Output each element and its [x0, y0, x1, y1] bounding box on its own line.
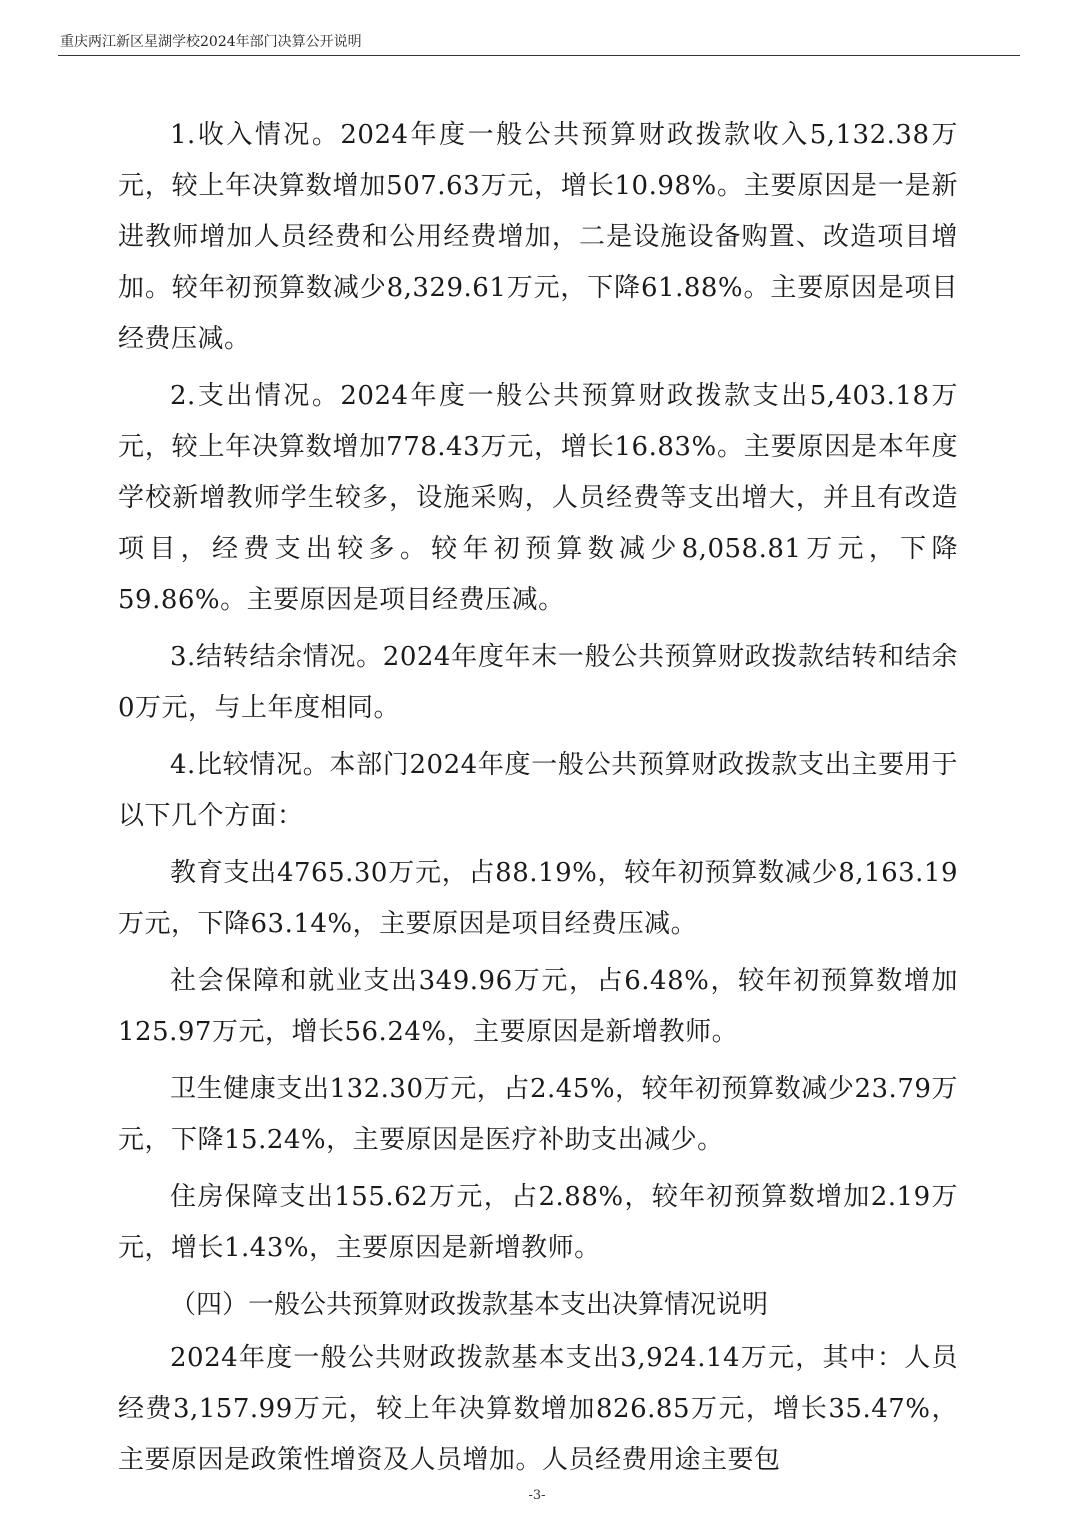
paragraph-expenditure: 2.支出情况。2024年度一般公共预算财政拨款支出5,403.18万元，较上年决算数增加778.43万元，增长16.83%。主要原因是本年度学校新增教师学生较多，设施采购，人员经费等支出增大，并且有改造项目，经费支出较多。较年初预算数减少8,058.81万元，下降59.86%。主要原因是项目经费压减。 [118, 381, 958, 615]
paragraph-carryover: 3.结转结余情况。2024年度年末一般公共预算财政拨款结转和结余0万元，与上年度相同。 [118, 642, 958, 723]
paragraph-education: 教育支出4765.30万元，占88.19%，较年初预算数减少8,163.19万元，下降63.14%，主要原因是项目经费压减。 [118, 858, 958, 939]
paragraph-basic-expenditure: 2024年度一般公共财政拨款基本支出3,924.14万元，其中：人员经费3,157.99万元，较上年决算数增加826.85万元，增长35.47%，主要原因是政策性增资及人员增加。人员经费用途主要包 [118, 1343, 958, 1475]
page-header: 重庆两江新区星湖学校2024年部门决算公开说明 [60, 34, 362, 50]
section-heading: （四）一般公共预算财政拨款基本支出决算情况说明 [170, 1290, 769, 1320]
header-divider [58, 55, 1020, 56]
page-number: -3- [528, 1488, 546, 1503]
paragraph-health: 卫生健康支出132.30万元，占2.45%，较年初预算数减少23.79万元，下降15.24%，主要原因是医疗补助支出减少。 [118, 1074, 958, 1155]
document-body [118, 110, 958, 1492]
paragraph-income: 1.收入情况。2024年度一般公共预算财政拨款收入5,132.38万元，较上年决算数增加507.63万元，增长10.98%。主要原因是一是新进教师增加人员经费和公用经费增加，二是设施设备购置、改造项目增加。较年初预算数减少8,329.61万元，下降61.88%。主要原因是项目经费压减。 [118, 120, 958, 354]
paragraph-comparison: 4.比较情况。本部门2024年度一般公共预算财政拨款支出主要用于以下几个方面： [118, 750, 958, 831]
paragraph-social-security: 社会保障和就业支出349.96万元，占6.48%，较年初预算数增加125.97万元，增长56.24%，主要原因是新增教师。 [118, 966, 958, 1047]
paragraph-housing: 住房保障支出155.62万元，占2.88%，较年初预算数增加2.19万元，增长1.43%，主要原因是新增教师。 [118, 1182, 958, 1263]
